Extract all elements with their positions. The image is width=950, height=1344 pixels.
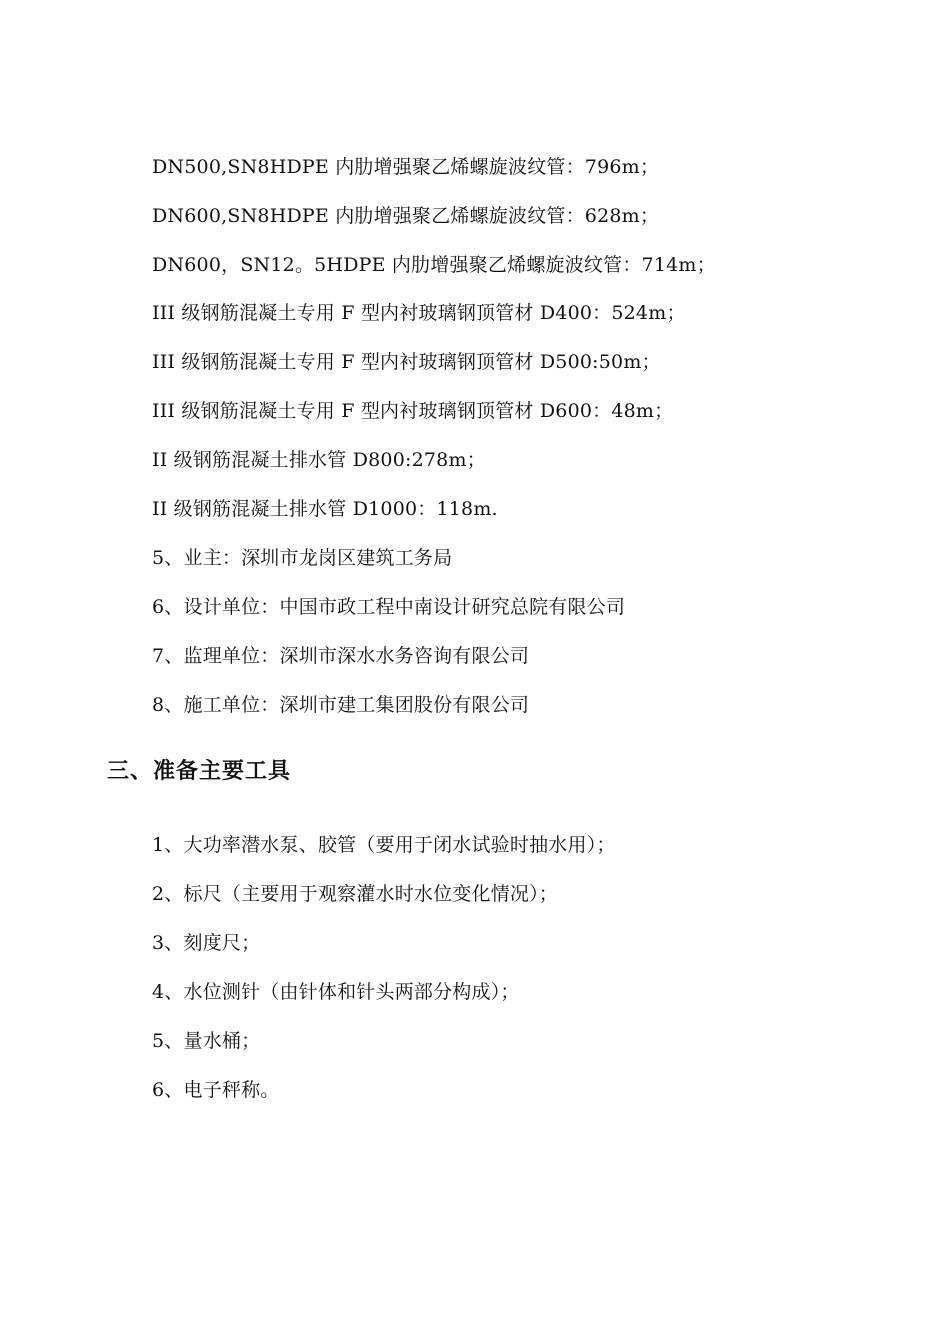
pipe-item-6: III 级钢筋混凝土专用 F 型内衬玻璃钢顶管材 D600：48m； bbox=[152, 400, 674, 422]
tool-item-3: 3、刻度尺； bbox=[152, 932, 261, 954]
tool-item-6: 6、电子秤称。 bbox=[152, 1079, 280, 1101]
tool-item-2: 2、标尺（主要用于观察灌水时水位变化情况）； bbox=[152, 883, 558, 905]
pipe-item-1: DN500,SN8HDPE 内肋增强聚乙烯螺旋波纹管：796m； bbox=[152, 156, 660, 178]
section-heading: 三、准备主要工具 bbox=[107, 759, 292, 784]
tool-item-5: 5、量水桶； bbox=[152, 1030, 261, 1052]
tool-item-1: 1、大功率潜水泵、胶管（要用于闭水试验时抽水用）； bbox=[152, 834, 616, 856]
pipe-item-7: II 级钢筋混凝土排水管 D800:278m； bbox=[152, 449, 486, 471]
pipe-item-4: III 级钢筋混凝土专用 F 型内衬玻璃钢顶管材 D400：524m； bbox=[152, 302, 686, 324]
owner-info: 5、业主：深圳市龙岗区建筑工务局 bbox=[152, 547, 453, 569]
tool-item-4: 4、水位测针（由针体和针头两部分构成）； bbox=[152, 981, 520, 1003]
pipe-item-8: II 级钢筋混凝土排水管 D1000：118m. bbox=[152, 498, 498, 520]
design-unit-info: 6、设计单位：中国市政工程中南设计研究总院有限公司 bbox=[152, 596, 626, 618]
pipe-item-3: DN600，SN12。5HDPE 内肋增强聚乙烯螺旋波纹管：714m； bbox=[152, 254, 716, 276]
pipe-item-5: III 级钢筋混凝土专用 F 型内衬玻璃钢顶管材 D500:50m； bbox=[152, 351, 661, 373]
supervision-unit-info: 7、监理单位：深圳市深水水务咨询有限公司 bbox=[152, 645, 530, 667]
construction-unit-info: 8、施工单位：深圳市建工集团股份有限公司 bbox=[152, 694, 530, 716]
pipe-item-2: DN600,SN8HDPE 内肋增强聚乙烯螺旋波纹管：628m； bbox=[152, 205, 660, 227]
